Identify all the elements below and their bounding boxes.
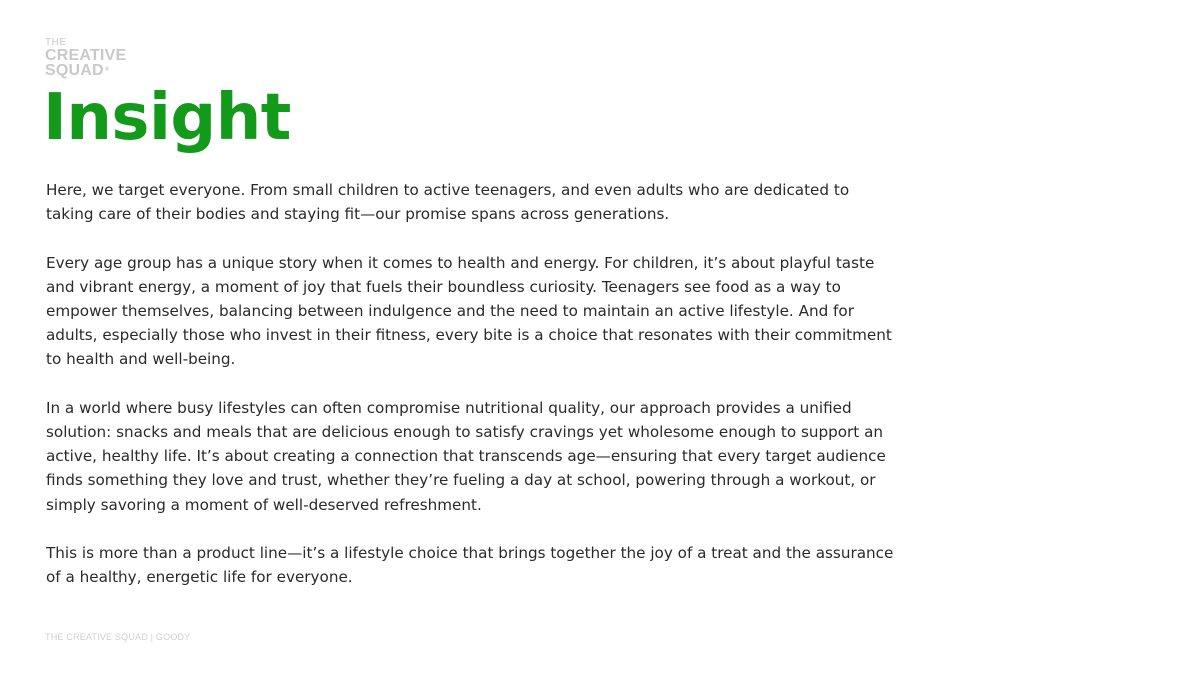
registered-mark: ® — [104, 67, 110, 73]
paragraph-4: This is more than a product line—it’s a lifestyle choice that brings together the joy of a treat and the assurance of a healthy, energetic life for everyone. — [46, 544, 894, 587]
brand-logo — [45, 38, 126, 78]
paragraph-1: Here, we target everyone. From small children to active teenagers, and even adults who are dedicated to taking care of their bodies and staying fit—our promise spans across generations. — [46, 181, 850, 224]
paragraph-3: In a world where busy lifestyles can often compromise nutritional quality, our approach provides a unified solution: snacks and meals that are delicious enough to satisfy cravings yet wholesome enough to support an active, healthy life. It’s about creating a connection that transcends age—ensuring that every target audience finds something they love and trust, whether they’re fueling a day at school, powering through a workout, or simply savoring a moment of well-deserved refreshment. — [46, 398, 886, 514]
logo-squad-text: SQUAD — [45, 62, 104, 79]
logo-line-creative: CREATIVE — [45, 47, 127, 64]
body-text — [46, 178, 896, 614]
logo-line-the: THE — [45, 37, 67, 48]
page-title: Insight — [43, 81, 291, 155]
paragraph-2: Every age group has a unique story when it comes to health and energy. For children, it’s about playful taste and vibrant energy, a moment of joy that fuels their boundless curiosity. Teenagers see food as a way to empower themselves, balancing between indulgence and the need to maintain an active lifestyle. And for adults, especially those who invest in their fitness, every bite is a choice that resonates with their commitment to health and well-being. — [46, 253, 892, 369]
logo-line-squad — [45, 63, 126, 78]
footer-text: THE CREATIVE SQUAD | GOODY — [45, 632, 191, 642]
